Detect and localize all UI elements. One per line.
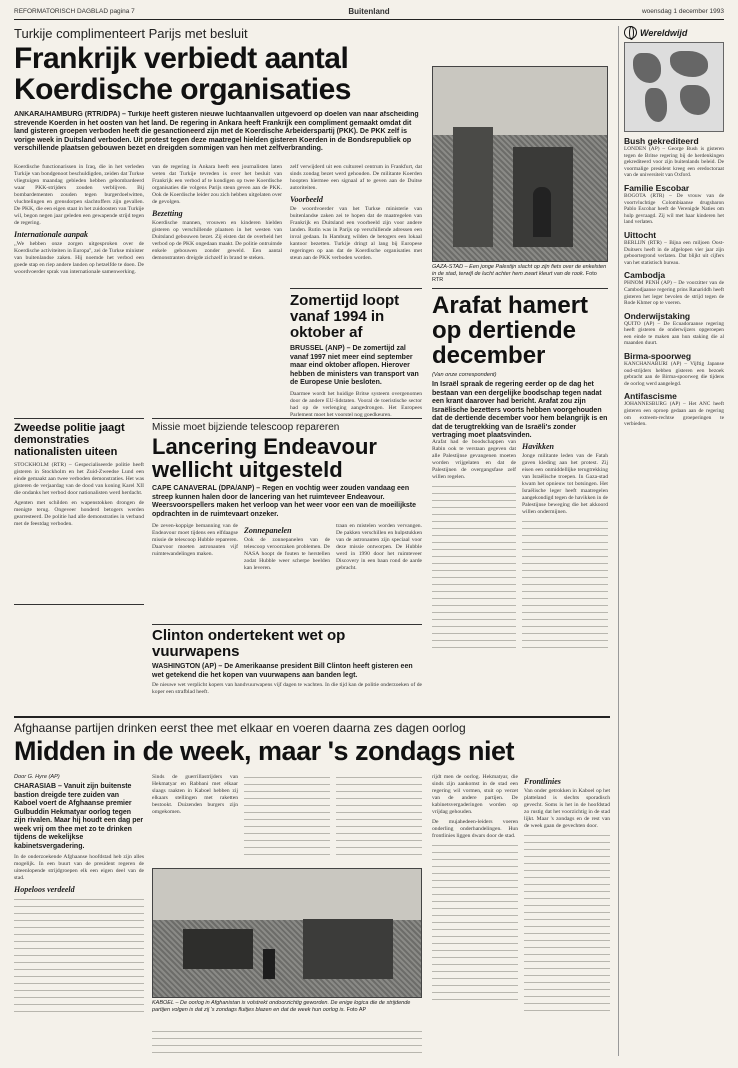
endeavour-body-col3: traan en mistelen worden vervangen. De pakken verschillen en hulpstukken van de astronauten zijn speciaal voor deze missie ontworpen. De Hubble werd in 1990 door het ruimteveer Discovery in een baan rond de aarde gebracht. — [336, 523, 422, 571]
afghan-body-col1: In de onderzoekende Afghaanse hoofdstad heb zijn alles mogelijk. In een buurt van de president regeren de uiteenlopende strijdgroepen elk een eigen deel van de stad. — [14, 854, 144, 881]
paper-name-page: REFORMATORISCH DAGBLAD pagina 7 — [14, 8, 135, 15]
endeavour-subhead: Zonnepanelen — [244, 526, 292, 535]
globe-icon — [624, 26, 637, 39]
article-zweedse — [14, 418, 144, 600]
afghan-subhead-2: Frontlinies — [524, 777, 561, 786]
sidebar-item-body: BERLIJN (RTR) – Bijna een miljoen Oost-Duitsers heeft in de afgelopen vier jaar zijn geboortegrond verlaten. Dat blijkt uit cijfers van het statistisch bureau. — [624, 239, 724, 266]
sidebar-item-body: KANCHANABURI (AP) – Vijftig Japanse oud-strijders hebben gisteren een bezoek gebracht aan de Birma-spoorweg die tijdens de oorlog werd aangelegd. — [624, 361, 724, 387]
arafat-byline: (Van onze correspondent) — [432, 372, 497, 378]
endeavour-body-col2: Ook de zonnepanelen van de telescoop veroorzaken problemen. De NASA hoopt de fouten te herstellen zodat Hubble weer scherpe beelden kan leveren. — [244, 537, 330, 571]
sidebar-item-title: Birma-spoorweg — [624, 351, 692, 362]
article-clinton — [152, 624, 422, 708]
wereldwijd-logo-text: Wereldwijd — [640, 27, 688, 38]
afghan-lead: CHARASIAB – Vanuit zijn buitenste bastion dreigde tere zuiden van Kaboel voert de Afghaanse premier Gulbuddin Hekmatyar oorlog tegen zijn rivalen. Maar hij houdt een dag per week vrij om thee met zo te drinken tijdens de wekelijkse kabinetsvergadering. — [14, 783, 144, 850]
gaza-caption-text: GAZA-STAD – Een jonge Palestijn slacht op zijn fiets over de enkelsten in de stad, terwijl de lucht achter hem zwart kleurt van de rook. — [432, 264, 607, 277]
endeavour-lead: CAPE CANAVERAL (DPA/ANP) – Regen en vochtig weer zouden vandaag een streep kunnen halen door de lancering van het ruimteveer Endeavour. Weersvoorspellers maken het verloop van het weer voor een van de moeilijkste opdrachten in de ruimtevaart onzeker. — [152, 485, 417, 518]
sidebar-item — [624, 311, 724, 347]
afghan-text-continuation — [524, 832, 610, 1012]
page-header — [14, 6, 724, 20]
page-date: woensdag 1 december 1993 — [641, 8, 724, 15]
sidebar-item — [624, 351, 724, 387]
article-subhead: Internationale aanpak — [14, 230, 89, 239]
sidebar-item-body: PHNOM PENH (AP) – De voorzitter van de Cambodjaanse regering prins Ranariddh heeft gisteren het leger bevolen de strijd tegen de Rode Khmer op te voeren. — [624, 280, 724, 307]
article-kicker: Turkije complimenteert Parijs met besluit — [14, 26, 248, 41]
sidebar-item-title: Onderwijstaking — [624, 310, 691, 321]
afghan-text-continuation — [14, 896, 144, 1016]
article-lead: ANKARA/HAMBURG (RTR/DPA) – Turkije heeft gisteren nieuwe luchtaanvallen uitgevoerd op doelen van naar afscheiding strevende Koerden in het oosten van het land. De regering in Ankara heeft Frankrijk een compliment gemaakt omdat dit land gisteren groepen verboden heeft die gesanctioneerd zijn met de Koerdische Arbeiderspartij (PKK). De PKK zelf is vorige week in Duitsland verboden. Uit protest tegen deze maatregel hielden gisteren Koerden in de Bondsrepubliek op verschillende plaatsen gebouwen bezet en dreigden sommigen van hen met zelfverbranding. — [14, 111, 419, 152]
article-body-col3b: De woordvoerder van het Turkse ministerie van buitenlandse zaken zei te hopen dat de maatregelen van Frankrijk en Duitsland een voorbeeld zijn voor andere landen. Rutin was in Parijs op verschillende adressen een inval gedaan. In Hamburg wilden de betogers een lokaal kantoor bezetten. Turkije dringt al lang bij Europese regeringen op aan dat de Koerdische organisaties met steun aan de PKK verboden worden. — [290, 206, 422, 261]
afghan-body-col3: rijdt men de oorlog. Hekmatyar, die sinds zijn aankomst in de stad een regering wil vormen, stuit op verzet van de andere partijen. De kabinetsvergaderingen worden op vrijdag gehouden. — [432, 774, 518, 815]
endeavour-body-col1: De zeven-koppige bemanning van de Endeavour moet tijdens een elfdaagse missie de telescoop Hubble repareren. Daarvoor moeten astronauten vijf ruimtewandelingen maken. — [152, 523, 238, 557]
kaboel-photo — [152, 868, 422, 998]
zweedse-body2: Agenten met schilden en wapenstokken drongen de menigte terug. Ongeveer honderd betogers werden gearresteerd. De politie had alle demonstraties in verband met de feestdag verboden. — [14, 500, 144, 527]
zomertijd-lead: BRUSSEL (ANP) – De zomertijd zal vanaf 1997 niet meer eind september maar eind oktober aflopen. Hierover hebben de ministers van transport van de Europese Unie besloten. — [290, 345, 419, 386]
gaza-photo — [432, 66, 608, 262]
article-headline: Frankrijk verbiedt aantal Koerdische organisaties — [14, 42, 351, 106]
sidebar-item-title: Uittocht — [624, 229, 657, 240]
afghan-kicker: Afghaanse partijen drinken eerst thee met elkaar en voeren daarna zes dagen oorlog — [14, 721, 466, 735]
arafat-body-col1: Arafat had de boodschappen van Rabin ook te verstaan gegeven dat alle Palestijnse gevangenen moeten worden vrijgelaten en dat de Palestijnen de overgangsfase zelf willen regelen. — [432, 439, 516, 480]
section-title: Buitenland — [348, 7, 390, 16]
spacer — [290, 484, 422, 490]
arafat-text-continuation — [522, 518, 608, 648]
afghan-subhead: Hopeloos verdeeld — [14, 885, 75, 894]
zomertijd-headline: Zomertijd loopt vanaf 1994 in oktober af — [290, 292, 400, 341]
article-body-col2b: Koerdische mannen, vrouwen en kinderen hielden gisteren op verschillende plaatsen in het westen van Duitsland gebouwen bezet. Zij eisten dat de overheid het verbod op de PKK ongedaan maakt. De politie ontruimde enkele gebouwen zonder geweld. Een aantal demonstranten dreigde zichzelf in brand te steken. — [152, 220, 282, 261]
clinton-body: De nieuwe wet verplicht kopers van handvuurwapens vijf dagen te wachten. In die tijd kan de politie onderzoeken of de koper een strafblad heeft. — [152, 682, 422, 695]
gaza-photo-credit: Foto RTR — [432, 270, 597, 283]
article-arafat — [432, 288, 608, 668]
article-body-col1: Koerdische functionarissen in Iraq, die in het verleden Turkije van bondgenoot beschuldigden, zeiden dat Turkse vliegtuigen maandag gebieden hebben gebombardeerd waar PKK-strijders zouden verblijven. Bij bombardementen zouden tegen burgerdoelwitten, vluchtelingen en grensdorpen slachtoffers zijn gevallen. De PKK, die een eigen staat in het zuidoosten van Turkije wil, begon negen jaar geleden een gewapende strijd tegen de regering. — [14, 164, 144, 226]
arafat-headline: Arafat hamert op dertiende december — [432, 292, 589, 369]
gaza-caption — [432, 264, 608, 284]
sidebar-item — [624, 183, 724, 226]
sidebar-item-title: Familie Escobar — [624, 182, 690, 193]
article-endeavour — [152, 418, 422, 618]
afghan-byline: Door G. Hyre (AP) — [14, 774, 60, 780]
zweedse-body: STOCKHOLM (RTR) – Gespecialiseerde politie heeft gisteren in Stockholm en het Zuid-Zweedse Lund een einde gemaakt aan twee verboden demonstraties. Het was gisteren de verjaardag van de dood van koning Karel XII die ondanks het verbod door nationalisten werd herdacht. — [14, 462, 144, 496]
main-content — [14, 26, 610, 1056]
afghan-text-continuation — [432, 842, 518, 1002]
zweedse-headline: Zweedse politie jaagt demonstraties nationalisten uiteen — [14, 422, 125, 458]
sidebar-item — [624, 230, 724, 266]
endeavour-headline: Lancering Endeavour wellicht uitgesteld — [152, 434, 377, 482]
afghan-body-col2: Sinds de guerrillastrijders van Hekmatyar en Rabbani met elkaar slaags raakten in Kaboel hebben zij elkaars stellingen met raketten bestookt. Duizenden burgers zijn omgekomen. — [152, 774, 238, 815]
kaboel-caption-text: KABOEL – De oorlog in Afghanistan is volstrekt ondoorzichtig geworden. De enige logica die de strijdende partijen volgen is dat zij 's zondags fluitjes blazen en dat de week hun oorlog is. — [152, 1000, 411, 1013]
sidebar-item — [624, 391, 724, 427]
afghan-text-continuation — [336, 774, 422, 860]
kaboel-photo-credit: Foto AP — [346, 1006, 367, 1013]
sidebar-wereldwijd — [618, 26, 724, 1056]
article-body-col1b: ,,We hebben onze zorgen uitgesproken over de Koerdische activiteiten in Europa'', zei de Turkse minister van buitenlandse zaken. Hij noemde het verbod een goede stap en riep andere landen op hetzelfde te doen. De woordvoerder sprak van internationale samenwerking. — [14, 241, 144, 275]
article-body-col3: zelf verwijderd uit een cultureel centrum in Frankfurt, dat sinds zondag bezet werd gehouden. De militante Koerden hoopten hiermee een signaal af te geven aan de Duitse autoriteiten. — [290, 164, 422, 191]
sidebar-item — [624, 270, 724, 306]
sidebar-item-body: QUITO (AP) – De Ecuadoraanse regering heeft gisteren de onderwijzers opgeroepen een einde te maken aan hun staking die al maanden duurt. — [624, 320, 724, 347]
arafat-subhead: Havikken — [522, 442, 554, 451]
arafat-lead: In Israël spraak de regering eerder op de dag het bestaan van een dergelijke boodschap tegen nadat een krant daarover had bericht. Arafat zou zijn Israëlische bezetters voorts hebben voorgehouden dat de dertiende december voor hem belangrijk is en dat de terugtrekking van de Israëli's zonder vertraging moet plaatsvinden. — [432, 381, 608, 439]
zomertijd-body: Daarmee wordt het huidige Britse systeem overgenomen door de andere EU-lidstaten. Vooral de toeristische sector had op de verlenging aangedrongen. Het Europees Parlement moet het voorstel nog goedkeuren. — [290, 390, 422, 418]
wereldwijd-logo — [624, 26, 724, 39]
article-subhead: Bezetting — [152, 209, 183, 218]
sidebar-item-title: Antifascisme — [624, 391, 677, 402]
afghan-text-continuation — [244, 774, 330, 860]
article-republikaner — [14, 604, 144, 708]
afghan-text-continuation — [152, 1028, 422, 1056]
sidebar-item-title: Bush gekrediteerd — [624, 136, 699, 146]
clinton-headline: Clinton ondertekent wet op vuurwapens — [152, 627, 346, 660]
article-subhead: Voorbeeld — [290, 195, 323, 204]
arafat-text-continuation — [432, 483, 516, 653]
afghan-body-col4: De mujahedeen-leiders voeren onderling onderhandelingen. Hun frontlinies liggen dwars door de stad. — [432, 819, 518, 839]
clinton-lead: WASHINGTON (AP) – De Amerikaanse president Bill Clinton heeft gisteren een wet getekend die het kopen van vuurwapens aan banden legt. — [152, 663, 413, 679]
arafat-body-col2: Jonge militante leden van de Fatah gaven kleding aan het protest. Zij eisen een onmiddellijke terugtrekking van Israëlische troepen. In Gaza-stad kwam het opnieuw tot botsingen. Het Israëlische leger heeft maatregelen aangekondigd tegen de havikken in de Palestijnse beweging die het akkoord willen ondermijnen. — [522, 453, 608, 515]
afghan-headline: Midden in de week, maar 's zondags niet — [14, 736, 515, 766]
sidebar-item — [624, 136, 724, 179]
kaboel-caption — [152, 1000, 422, 1026]
sidebar-item-body: JOHANNESBURG (AP) – Het ANC heeft gisteren een oproep gedaan aan de regering om extreem-rechtse groeperingen te verbieden. — [624, 401, 724, 428]
sidebar-item-title: Cambodja — [624, 270, 666, 281]
endeavour-kicker: Missie moet bijziende telescoop repareren — [152, 422, 340, 433]
sidebar-list — [624, 136, 724, 428]
article-body-col2: van de regering in Ankara heeft een journalisten laten weten dat Turkije tevreden is over het besluit van Frankrijk een verbod af te kondigen op twee Koerdische organisaties die volgens Parijs steun geven aan de PKK. Ook de Koerdische leider zou zich hebben uitgelaten over de gevolgen. — [152, 164, 282, 205]
world-map — [624, 42, 724, 132]
sidebar-item-body: BOGOTA (RTR) – De vrouw van de voortvluchtige Colombiaanse drugsbaron Pablo Escobar heeft de Verenigde Naties om hulp gevraagd. Zij wil met haar kinderen het land verlaten. — [624, 192, 724, 226]
sidebar-item-body: LONDEN (AP) – George Bush is gisteren tegen de Britse regering bij de herdenkingen gekrediteerd voor zijn buitenlands beleid. De voormalige president kreeg een eredoctoraat van de universiteit van Oxford. — [624, 146, 724, 179]
afghan-body-col5: Van onder getrokken in Kaboel op het platteland is slechts sporadisch gevecht. Soms is het in de hoofdstad zo rustig dat het voorzichtig in de stad lijkt. Maar 's zondags en de rest van de week gaan de gevechten door. — [524, 788, 610, 829]
